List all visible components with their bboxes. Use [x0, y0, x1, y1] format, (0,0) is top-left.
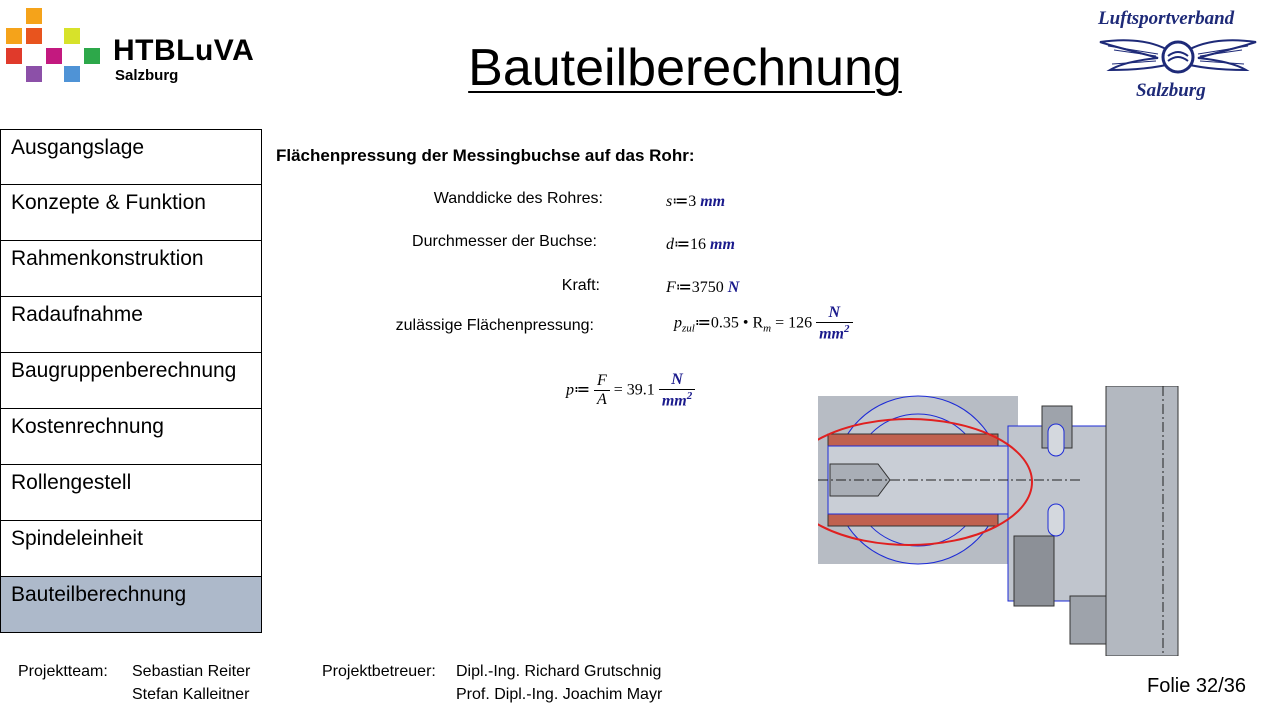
- nav-item-spindeleinheit[interactable]: Spindeleinheit: [0, 521, 262, 577]
- logo-name: HTBLuVA: [113, 34, 255, 67]
- nav-item-radaufnahme[interactable]: Radaufnahme: [0, 297, 262, 353]
- nav-item-kostenrechnung[interactable]: Kostenrechnung: [0, 409, 262, 465]
- advisor-1: Dipl.-Ing. Richard Grutschnig: [456, 663, 662, 680]
- logo-city: Salzburg: [115, 67, 179, 84]
- page-title: Bauteilberechnung: [468, 39, 902, 97]
- nav-item-ausgangslage[interactable]: Ausgangslage: [0, 129, 262, 185]
- nav-item-rahmenkonstruktion[interactable]: Rahmenkonstruktion: [0, 241, 262, 297]
- formula-kraft: F≔3750 N: [666, 279, 740, 296]
- partner-logo-bottom-text: Salzburg: [1136, 80, 1206, 101]
- nav-item-konzepte-funktion[interactable]: Konzepte & Funktion: [0, 185, 262, 241]
- bushing-section-drawing: [818, 386, 1180, 656]
- advisor-2: Prof. Dipl.-Ing. Joachim Mayr: [456, 686, 663, 703]
- section-heading: Flächenpressung der Messingbuchse auf das Rohr:: [276, 146, 695, 165]
- nav-item-bauteilberechnung[interactable]: Bauteilberechnung: [0, 577, 262, 633]
- nav-item-rollengestell[interactable]: Rollengestell: [0, 465, 262, 521]
- wings-emblem-icon: [1098, 34, 1258, 80]
- team-label: Projektteam:: [18, 663, 108, 680]
- label-durchmesser: Durchmesser der Buchse:: [412, 233, 597, 250]
- label-zulaessige-flaechenpressung: zulässige Flächenpressung:: [395, 317, 594, 334]
- formula-durchmesser: d≔16 mm: [666, 236, 735, 253]
- formula-wanddicke: s≔3 mm: [666, 193, 726, 210]
- formula-zulaessige-flaechenpressung: $p_{zul}≔0.35$ • $R_m = 126$ $\frac{N}{mm^2}$: [674, 304, 853, 343]
- nav-item-baugruppenberechnung[interactable]: Baugruppenberechnung: [0, 353, 262, 409]
- label-wanddicke: Wanddicke des Rohres:: [433, 190, 603, 207]
- label-kraft: Kraft:: [561, 277, 600, 294]
- partner-logo-top-text: Luftsportverband: [1098, 8, 1235, 29]
- advisor-label: Projektbetreuer:: [322, 663, 436, 680]
- team-member-2: Stefan Kalleitner: [132, 686, 250, 703]
- sidebar-nav: [0, 129, 262, 633]
- formula-flaechenpressung-result: p≔ $\frac{F}{A}$ = 39.1 $\frac{N}{mm^2}$: [566, 371, 695, 410]
- team-member-1: Sebastian Reiter: [132, 663, 251, 680]
- slide-number: Folie 32/36: [1147, 675, 1246, 697]
